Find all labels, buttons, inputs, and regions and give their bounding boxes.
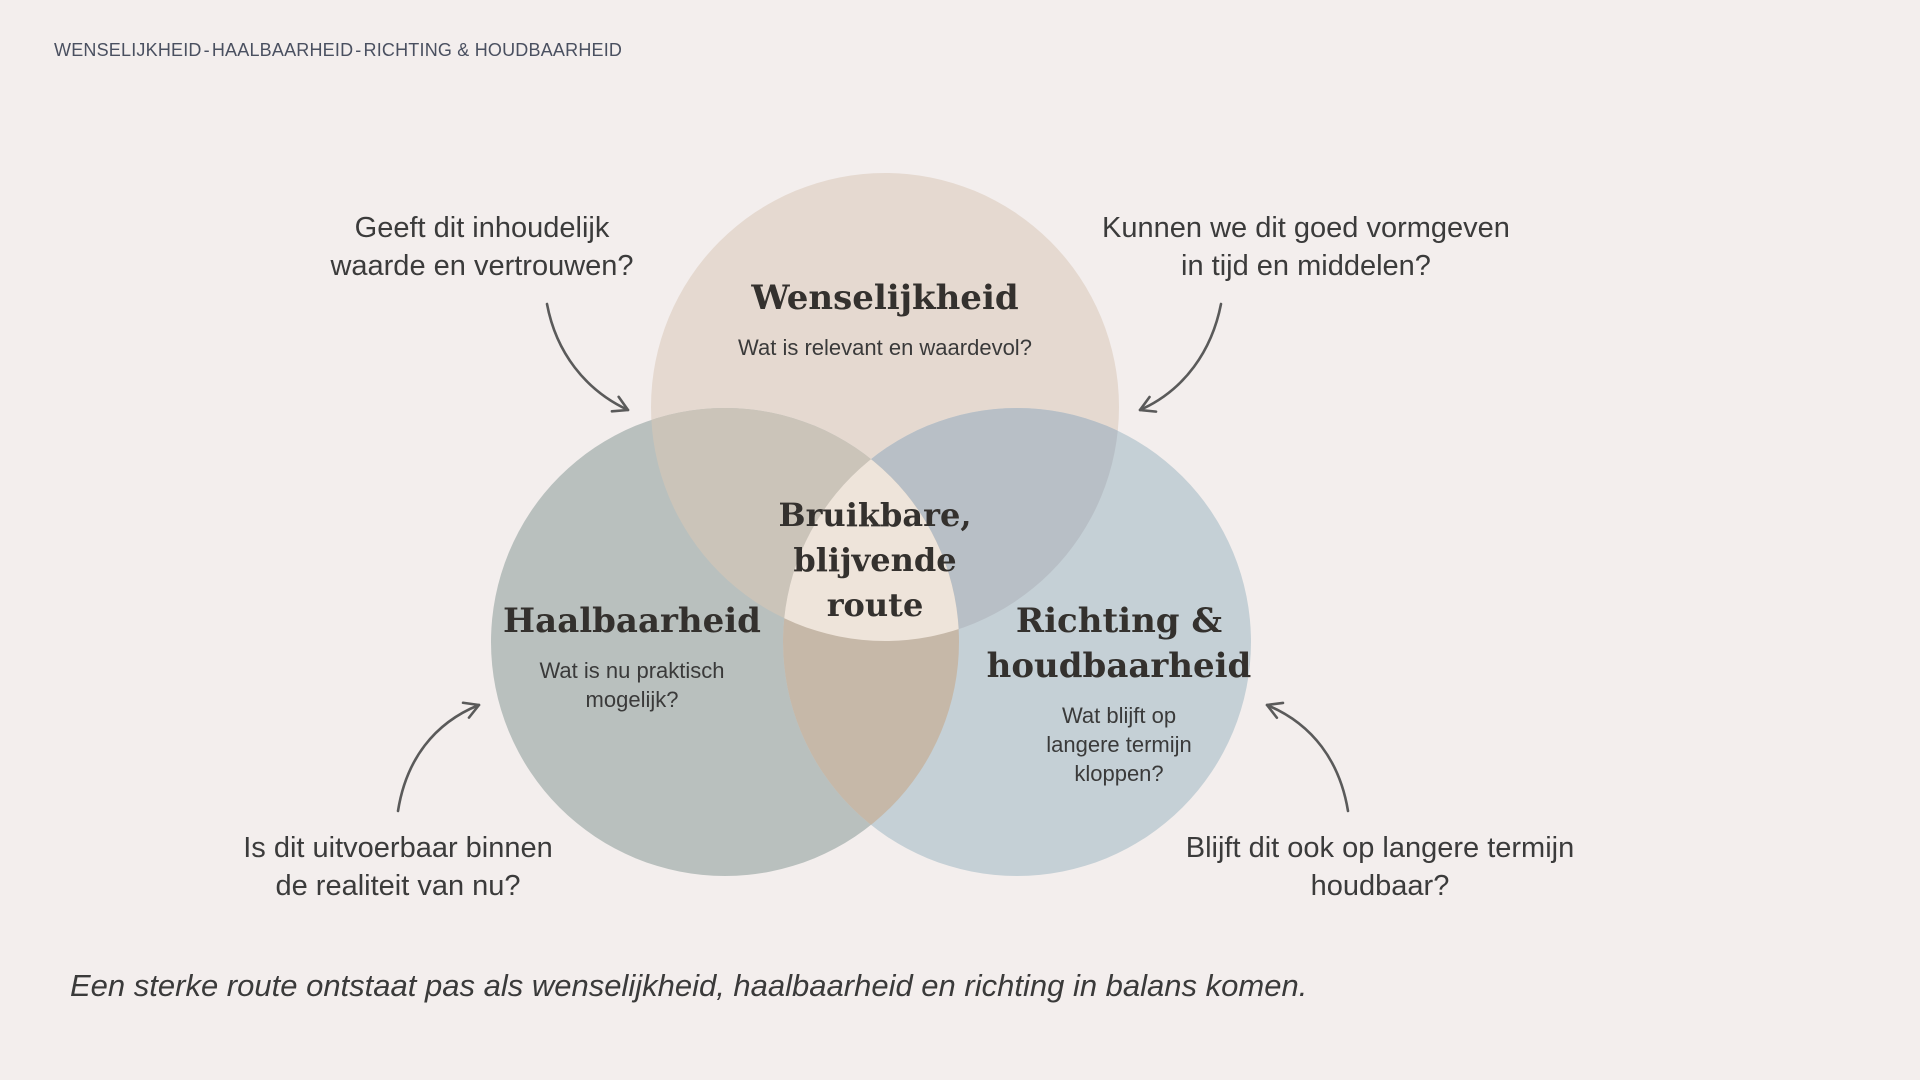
question-top-left <box>252 209 712 285</box>
question-bottom-right <box>1150 829 1610 905</box>
question-line: Geeft dit inhoudelijk <box>354 212 610 244</box>
question-top-right <box>1076 209 1536 285</box>
question-line: Is dit uitvoerbaar binnen <box>243 832 553 864</box>
breadcrumb-item-haalbaarheid: HAALBAARHEID <box>211 40 354 60</box>
arrow-top-left <box>547 304 628 410</box>
richting-title-line: Richting & <box>1015 601 1223 641</box>
center-title-line: route <box>826 586 924 624</box>
richting-title-line: houdbaarheid <box>986 646 1252 686</box>
breadcrumb-separator: - <box>203 40 210 60</box>
breadcrumb-item-wenselijkheid: WENSELIJKHEID <box>54 40 202 60</box>
question-line: houdbaar? <box>1310 870 1450 902</box>
breadcrumb-item-richting: RICHTING & HOUDBAARHEID <box>363 40 623 60</box>
arrow-bottom-right <box>1267 705 1348 811</box>
wenselijkheid-title: Wenselijkheid <box>751 278 1019 318</box>
question-line: de realiteit van nu? <box>275 870 521 902</box>
center-title-line: blijvende <box>793 541 957 579</box>
arrow-top-right <box>1140 304 1221 410</box>
center-title-line: Bruikbare, <box>778 496 972 534</box>
haalbaarheid-subtitle-line: Wat is nu praktisch <box>539 658 725 683</box>
richting-subtitle-line: kloppen? <box>1074 761 1164 786</box>
haalbaarheid-title: Haalbaarheid <box>503 601 761 641</box>
question-line: Blijft dit ook op langere termijn <box>1185 832 1575 864</box>
wenselijkheid-subtitle: Wat is relevant en waardevol? <box>738 335 1032 360</box>
question-line: Kunnen we dit goed vormgeven <box>1102 212 1510 244</box>
question-line: in tijd en middelen? <box>1181 250 1431 282</box>
breadcrumb-separator: - <box>355 40 362 60</box>
question-line: waarde en vertrouwen? <box>330 250 634 282</box>
richting-subtitle-line: Wat blijft op <box>1061 703 1177 728</box>
haalbaarheid-subtitle-line: mogelijk? <box>585 687 679 712</box>
footer-note: Een sterke route ontstaat pas als wenselijkheid, haalbaarheid en richting in balans komen. <box>70 968 1308 1003</box>
arrow-bottom-left <box>398 705 479 811</box>
richting-subtitle-line: langere termijn <box>1046 732 1192 757</box>
question-bottom-left <box>168 829 628 905</box>
